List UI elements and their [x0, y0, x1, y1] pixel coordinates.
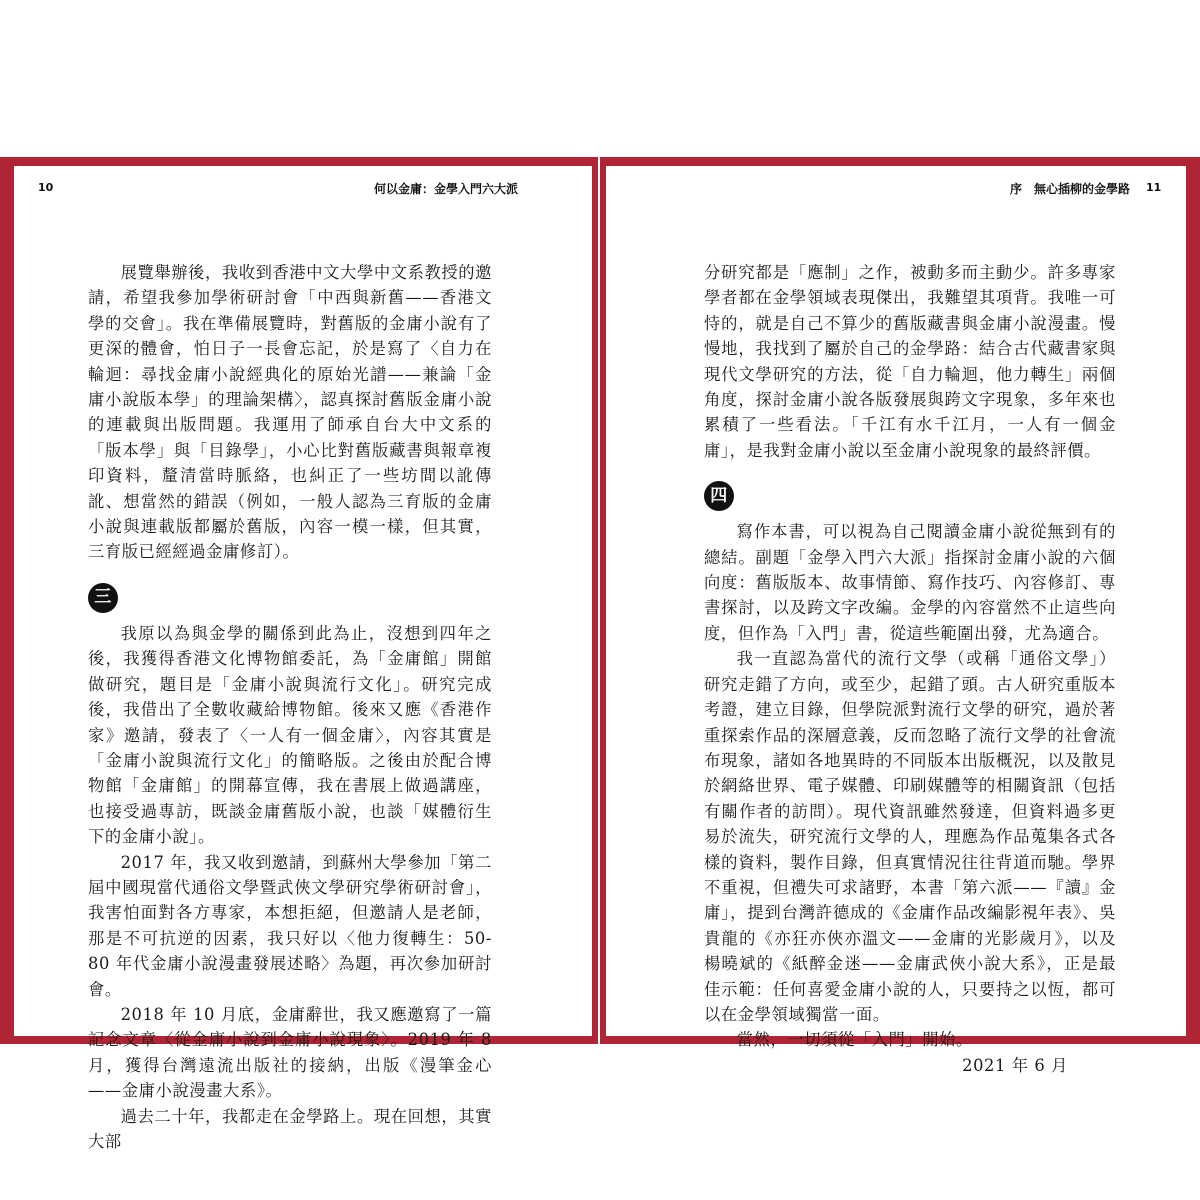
paragraph: 我原以為與金學的關係到此為止，沒想到四年之後，我獲得香港文化博物館委託，為「金庸館」開館做研究，題目是「金庸小說與流行文化」。研究完成後，我借出了全數收藏給博物館。後來又應《香港作家》邀請，發表了〈一人有一個金庸〉，內容其實是「金庸小說與流行文化」的簡略版。之後由於配合博物館「金庸館」的開幕宣傳，我在書展上做過講座，也接受過專訪，既談金庸舊版小說，也談「媒體衍生下的金庸小說」。 [88, 623, 492, 847]
left-running-head: 何以金庸：金學入門六大派 [373, 182, 518, 196]
book-gutter [596, 157, 602, 1044]
paragraph: 我一直認為當代的流行文學（或稱「通俗文學」）研究走錯了方向，或至少，起錯了頭。古人研究重版本考證，建立目錄，但學院派對流行文學的研究，過於著重探索作品的深層意義，反而忽略了流行文學的社會流布現象，諸如各地異時的不同版本出版概況，以及散見於網絡世界、電子媒體、印刷媒體等的相關資訊（包括有關作者的訪問）。現代資訊雖然發達，但資料過多更易於流失，研究流行文學的人，理應為作品蒐集各式各樣的資料，製作目錄，但真實情況往往背道而馳。學界不重視，但禮失可求諸野，本書「第六派——『讀』金庸」，提到台灣許德成的《金庸作品改編影視年表》、吳貴龍的《亦狂亦俠亦溫文——金庸的光影歲月》，以及楊曉斌的《紙醉金迷——金庸武俠小說大系》，正是最佳示範：任何喜愛金庸小說的人，只要持之以恆，都可以在金學領域獨當一面。 [704, 649, 1116, 1024]
paragraph: 過去二十年，我都走在金學路上。現在回想，其實大部 [88, 1106, 492, 1151]
section-mark-three: 三 [88, 583, 118, 613]
right-page-number: 11 [1146, 181, 1162, 194]
right-page [606, 166, 1186, 1075]
right-running-head: 序 無心插柳的金學路 [1010, 182, 1131, 196]
right-body [704, 260, 1116, 1078]
left-page [14, 166, 592, 1151]
paragraph: 分研究都是「應制」之作，被動多而主動少。許多專家學者都在金學領域表現傑出，我難望其項背。我唯一可恃的，就是自己不算少的舊版藏書與金庸小說漫畫。慢慢地，我找到了屬於自己的金學路：結合古代藏書家與現代文學研究的方法，從「自力輪迴，他力轉生」兩個角度，探討金庸小說各版發展與跨文字現象，多年來也累積了一些看法。「千江有水千江月，一人有一個金庸」，是我對金庸小說以至金庸小說現象的最終評價。 [704, 263, 1116, 460]
section-mark-four: 四 [704, 481, 734, 511]
book-spread [0, 157, 1200, 1151]
left-page-number: 10 [38, 181, 54, 194]
signature-date: 2021 年 6 月 [962, 1055, 1068, 1075]
paragraph: 展覽舉辦後，我收到香港中文大學中文系教授的邀請，希望我參加學術研討會「中西與新舊——香港文學的交會」。我在準備展覽時，對舊版的金庸小說有了更深的體會，怕日子一長會忘記，於是寫了〈自力在輪迴：尋找金庸小說經典化的原始光譜——兼論「金庸小說版本學」的理論架構〉，認真探討舊版金庸小說的連載與出版問題。我運用了師承自台大中文系的「版本學」與「目錄學」，小心比對舊版藏書與報章複印資料，釐清當時脈絡，也糾正了一些坊間以訛傳訛、想當然的錯誤（例如，一般人認為三育版的金庸小說與連載版都屬於舊版，內容一模一樣，但其實，三育版已經經過金庸修訂）。 [88, 263, 492, 562]
paragraph: 2017 年，我又收到邀請，到蘇州大學參加「第二屆中國現當代通俗文學暨武俠文學研究學術研討會」，我害怕面對各方專家，本想拒絕，但邀請人是老師，那是不可抗逆的因素，我只好以〈他力復轉生：50-80 年代金庸小說漫畫發展述略〉為題，再次參加研討會。 [88, 852, 492, 999]
paragraph: 寫作本書，可以視為自己閱讀金庸小說從無到有的總結。副題「金學入門六大派」指探討金庸小說的六個向度：舊版版本、故事情節、寫作技巧、內容修訂、專書探討，以及跨文字改編。金學的內容當然不止這些向度，但作為「入門」書，從這些範圍出發，尤為適合。 [704, 522, 1116, 643]
left-body [88, 260, 492, 1154]
paragraph: 2018 年 10 月底，金庸辭世，我又應邀寫了一篇記念文章〈從金庸小說到金庸小說現象〉。2019 年 8 月，獲得台灣遠流出版社的接納，出版《漫筆金心——金庸小說漫畫大系》。 [88, 1004, 492, 1101]
paragraph: 當然，一切須從「入門」開始。 [736, 1030, 973, 1050]
